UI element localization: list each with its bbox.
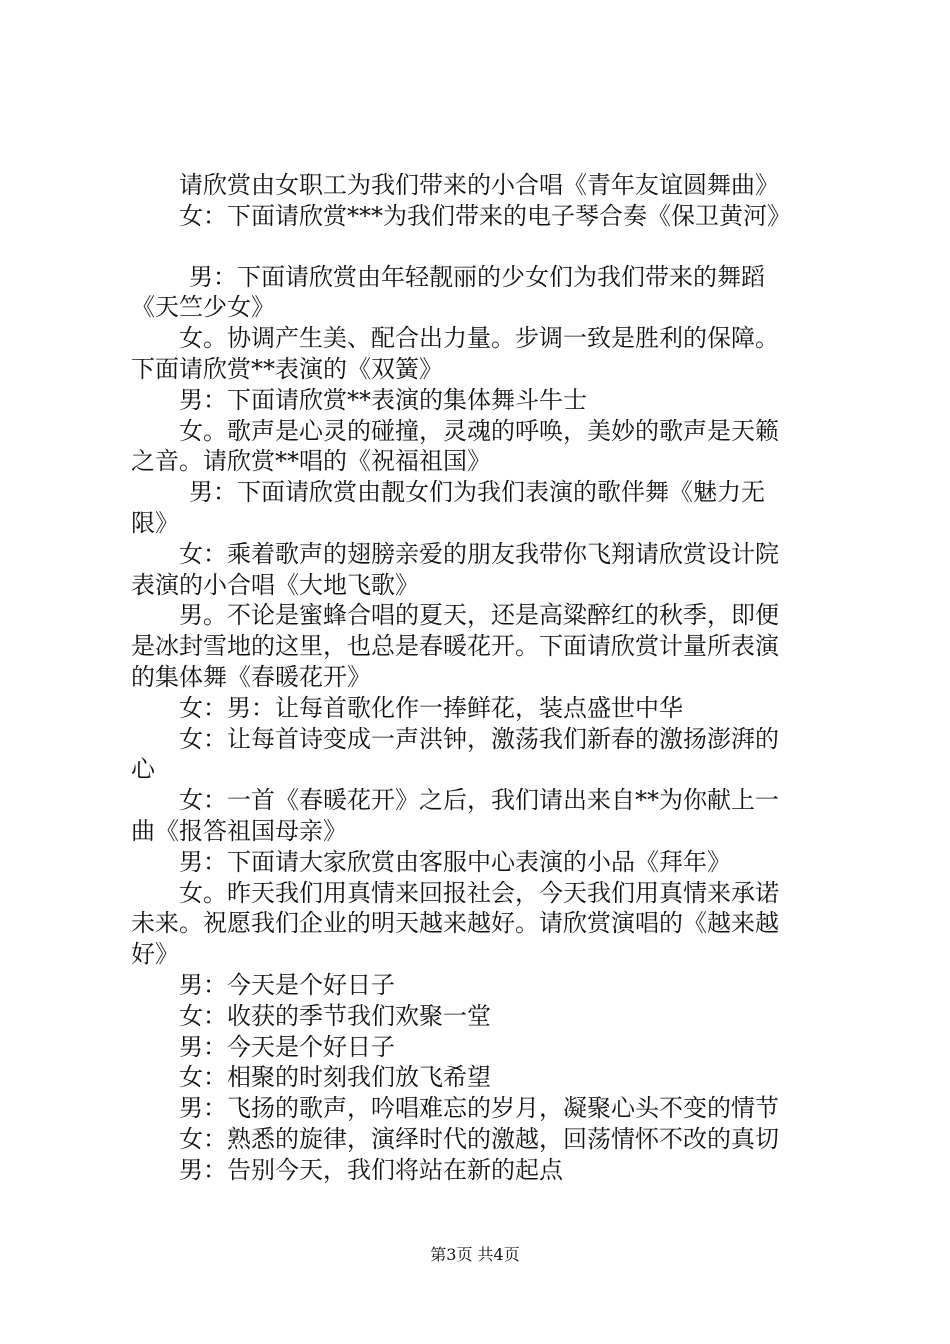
text-line: 女。协调产生美、配合出力量。步调一致是胜利的保障。 [179,324,779,353]
text-line: 男：飞扬的歌声，吟唱难忘的岁月，凝聚心头不变的情节 [179,1094,779,1123]
text-line: 请欣赏由女职工为我们带来的小合唱《青年友谊圆舞曲》 [179,171,779,199]
text-line: 男：下面请欣赏**表演的集体舞斗牛士 [179,385,587,414]
text-line: 女：男：让每首歌化作一捧鲜花，装点盛世中华 [179,693,683,722]
text-line: 表演的小合唱《大地飞歌》 [131,570,419,599]
text-line: 的集体舞《春暖花开》 [131,662,371,691]
text-line: 下面请欣赏**表演的《双簧》 [131,354,443,383]
text-line: 女：熟悉的旋律，演绎时代的激越，回荡情怀不改的真切 [179,1124,779,1153]
text-line: 心 [131,755,155,784]
text-line: 女：下面请欣赏***为我们带来的电子琴合奏《保卫黄河》 [179,201,791,230]
blank-line [131,232,831,262]
text-line: 男：今天是个好日子 [179,970,395,999]
text-line: 女。昨天我们用真情来回报社会，今天我们用真情来承诺 [179,878,779,907]
text-line: 《天竺少女》 [131,293,275,322]
text-line: 女：一首《春暖花开》之后，我们请出来自**为你献上一 [179,786,779,815]
text-line: 男：今天是个好日子 [179,1032,395,1061]
text-line: 男：下面请欣赏由年轻靓丽的少女们为我们带来的舞蹈 [189,262,765,291]
text-line: 女：相聚的时刻我们放飞希望 [179,1063,491,1092]
text-line: 女：乘着歌声的翅膀亲爱的朋友我带你飞翔请欣赏设计院 [179,539,779,568]
text-line: 女：收获的季节我们欢聚一堂 [179,1001,491,1030]
text-line: 限》 [131,508,179,537]
text-line: 男。不论是蜜蜂合唱的夏天，还是高粱醉红的秋季，即便 [179,601,779,630]
text-line: 曲《报答祖国母亲》 [131,816,347,845]
page-number-footer: 第3页 共4页 [430,1245,520,1264]
text-line: 男：下面请欣赏由靓女们为我们表演的歌伴舞《魅力无 [189,478,765,507]
text-line: 是冰封雪地的这里，也总是春暖花开。下面请欣赏计量所表演 [131,632,779,661]
text-line: 女。歌声是心灵的碰撞，灵魂的呼唤，美妙的歌声是天籁 [179,416,779,445]
text-line: 之音。请欣赏**唱的《祝福祖国》 [131,447,491,476]
text-line: 好》 [131,940,179,969]
text-line: 男：告别今天，我们将站在新的起点 [179,1155,563,1184]
text-line: 女：让每首诗变成一声洪钟，激荡我们新春的激扬澎湃的 [179,724,779,753]
text-line: 男：下面请大家欣赏由客服中心表演的小品《拜年》 [179,847,731,876]
document-body [131,170,831,1186]
text-line: 未来。祝愿我们企业的明天越来越好。请欣赏演唱的《越来越 [131,909,779,938]
